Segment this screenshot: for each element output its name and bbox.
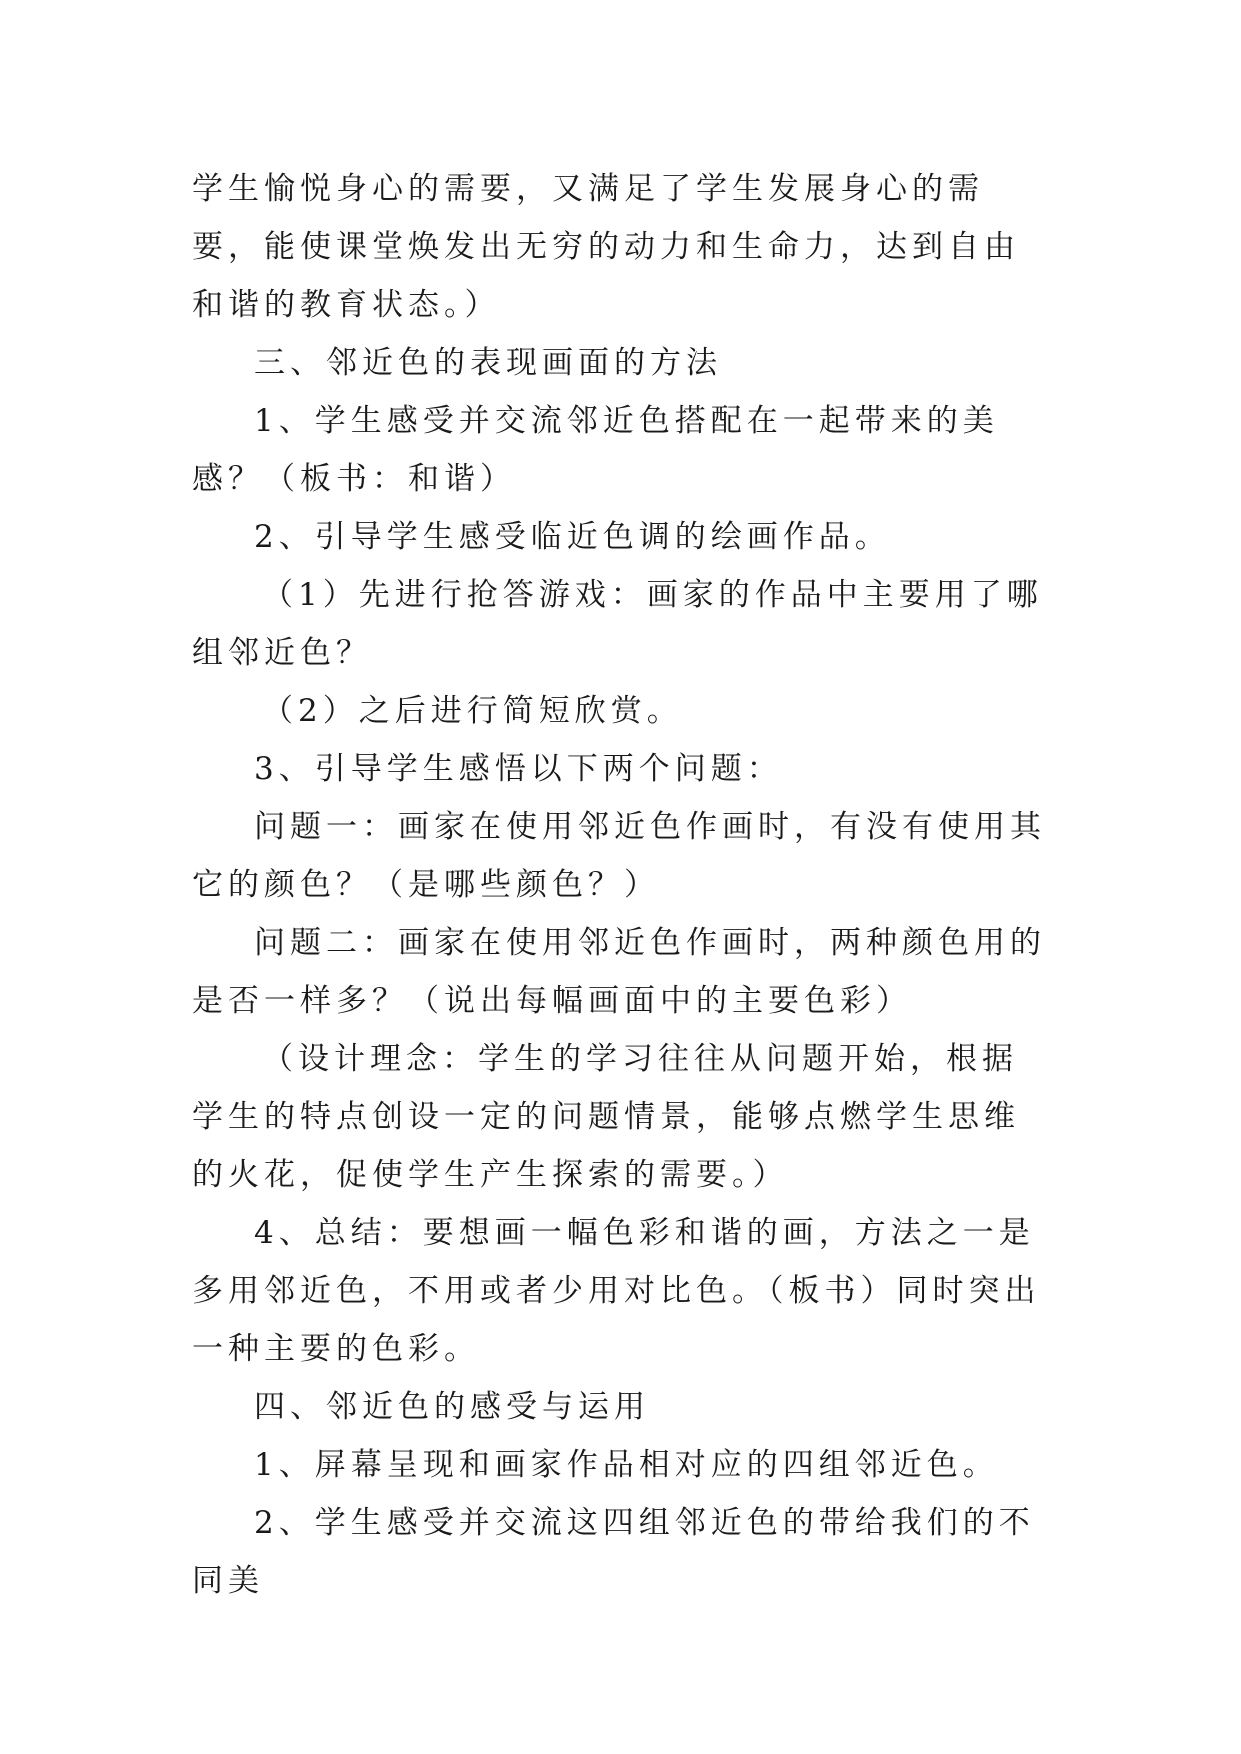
section-heading-3: 三、邻近色的表现画面的方法 xyxy=(254,345,722,381)
section-4-step-2: 2、学生感受并交流这四组邻近色的带给我们的不同美 xyxy=(192,1505,1035,1599)
step-1: 1、学生感受并交流邻近色搭配在一起带来的美感？（板书：和谐） xyxy=(192,403,999,497)
step-4-summary: 4、总结：要想画一幅色彩和谐的画，方法之一是多用邻近色，不用或者少用对比色。（板书）同时突出一种主要的色彩。 xyxy=(192,1215,1041,1367)
question-1: 问题一：画家在使用邻近色作画时，有没有使用其它的颜色？（是哪些颜色？） xyxy=(192,809,1046,903)
sub-step-2: （2）之后进行简短欣赏。 xyxy=(262,693,683,729)
question-2: 问题二：画家在使用邻近色作画时，两种颜色用的是否一样多？（说出每幅画面中的主要色彩） xyxy=(192,925,1046,1019)
sub-step-1: （1）先进行抢答游戏：画家的作品中主要用了哪组邻近色？ xyxy=(192,577,1043,671)
section-heading-4: 四、邻近色的感受与运用 xyxy=(254,1389,650,1425)
paragraph-continuation: 学生愉悦身心的需要，又满足了学生发展身心的需要，能使课堂焕发出无穷的动力和生命力，达到自由和谐的教育状态。） xyxy=(192,171,1020,323)
document-body xyxy=(192,160,1052,1610)
section-4-step-1: 1、屏幕呈现和画家作品相对应的四组邻近色。 xyxy=(254,1447,999,1483)
step-3: 3、引导学生感悟以下两个问题： xyxy=(254,751,783,787)
design-note: （设计理念：学生的学习往往从问题开始，根据学生的特点创设一定的问题情景，能够点燃学生思维的火花，促使学生产生探索的需要。） xyxy=(192,1041,1020,1193)
step-2: 2、引导学生感受临近色调的绘画作品。 xyxy=(254,519,891,555)
